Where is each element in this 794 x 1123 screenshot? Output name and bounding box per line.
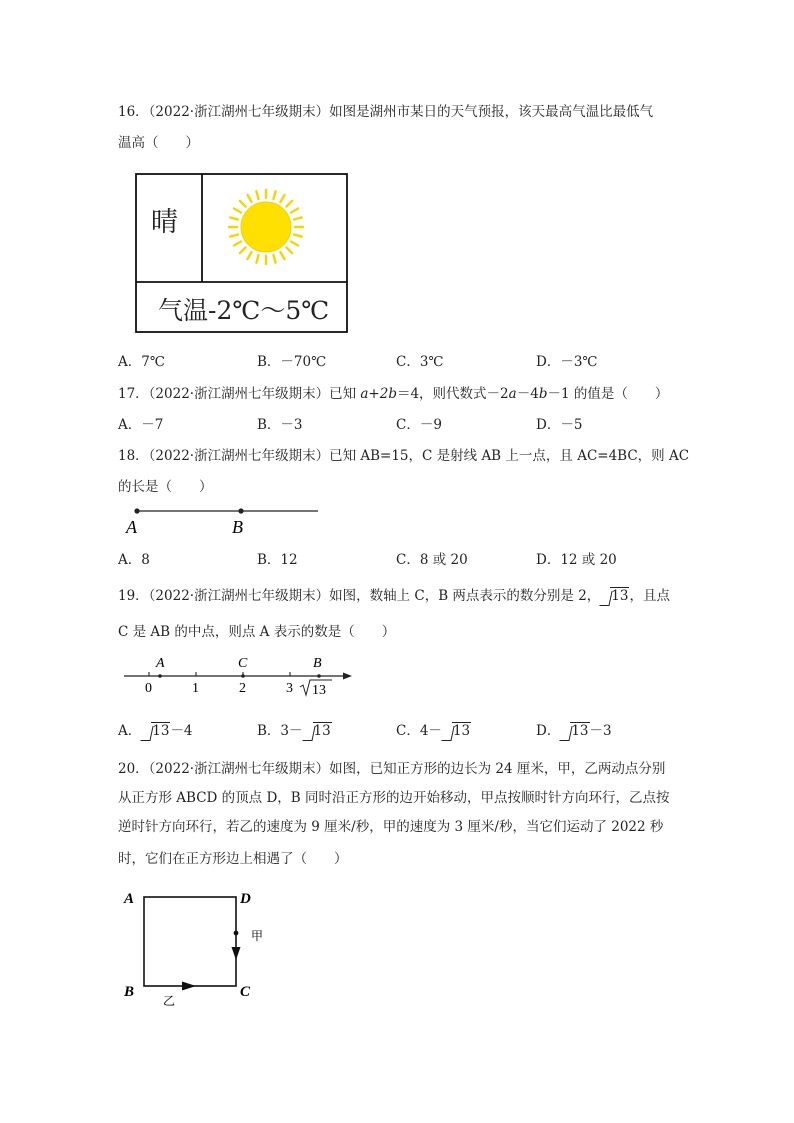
q18-label-b: B [232, 517, 243, 537]
q19-stem-line2: C 是 AB 的中点，则点 A 表示的数是（ ） [118, 624, 396, 640]
sun-ray [256, 255, 258, 263]
q19-tick-3: 3 [286, 681, 293, 696]
sun-ray [256, 191, 258, 199]
sun-ray [294, 217, 302, 219]
q19-sqrt-label: 13 [312, 683, 326, 698]
q18-stem-line2: 的长是（ ） [118, 479, 213, 495]
q18-label-a: A [126, 517, 137, 537]
sun-ray [291, 209, 298, 213]
q17-suffix: －1 的值是（ ） [547, 386, 669, 402]
q19-tick-0: 0 [145, 681, 152, 696]
sun-icon [229, 190, 303, 264]
q19-option-d[interactable]: D． 13－3 [536, 723, 612, 739]
q17-var-a: a [508, 386, 517, 402]
q19-option-c[interactable]: C．4－ 13 [396, 723, 471, 739]
sun-ray [274, 191, 276, 199]
q18-option-a[interactable]: A．8 [118, 552, 150, 568]
sun-ray [230, 235, 238, 237]
q19-point-c: C [238, 656, 248, 671]
q19-option-a[interactable]: A． 13－4 [118, 723, 193, 739]
q18-option-d[interactable]: D．12 或 20 [536, 552, 617, 568]
q17-prefix: 17．（2022·浙江湖州七年级期末）已知 [118, 386, 361, 402]
q17-var-b: b [538, 386, 548, 402]
sun-ray [240, 248, 246, 254]
q20-label-yi: 乙 [163, 994, 176, 1008]
q17-stem [118, 385, 668, 403]
q19-line1-post: ，且点 [629, 588, 670, 604]
q16-temperature-text: 气温-2℃～5℃ [158, 296, 330, 325]
q20-stem-line1: 20．（2022·浙江湖州七年级期末）如图，已知正方形的边长为 24 厘米，甲，乙两动点分别 [118, 761, 666, 777]
q16-stem-line1: 16．（2022·浙江湖州七年级期末）如图是湖州市某日的天气预报，该天最高气温比最低气 [118, 104, 654, 120]
q16-option-c[interactable]: C．3℃ [396, 354, 444, 370]
q17-option-b[interactable]: B．－3 [257, 417, 303, 433]
q19-stem-line1 [118, 587, 670, 605]
q17-option-a[interactable]: A．－7 [118, 417, 164, 433]
q18-segment-figure [125, 502, 325, 542]
sun-ray [240, 201, 246, 207]
q19-point-b: B [313, 656, 322, 671]
sun-ray [294, 235, 302, 237]
sun-ray [281, 195, 285, 202]
q17-expr: a+2b [360, 386, 397, 402]
q20-stem-line4: 时，它们在正方形边上相遇了（ ） [118, 851, 348, 867]
q16-stem-line2: 温高（ ） [118, 135, 199, 151]
q20-corner-b: B [124, 984, 135, 1000]
q17-option-c[interactable]: C．－9 [396, 417, 442, 433]
q19-option-b[interactable]: B．3－ 13 [257, 723, 331, 739]
q19-line1-pre: 19．（2022·浙江湖州七年级期末）如图，数轴上 C，B 两点表示的数分别是 2， [118, 588, 601, 604]
q19-tick-1: 1 [192, 681, 199, 696]
q19-tick-2: 2 [239, 681, 246, 696]
sun-ray [248, 195, 252, 202]
q20-arrow-down-icon [232, 947, 241, 960]
sun-ray [234, 242, 241, 246]
sun-ray [230, 217, 238, 219]
q17-mid: ＝4，则代数式－2 [396, 386, 509, 402]
q20-corner-c: C [240, 984, 251, 1000]
q20-square-figure [118, 885, 278, 1020]
sun-ray [291, 242, 298, 246]
q16-option-d[interactable]: D．－3℃ [536, 354, 598, 370]
q17-mid2: －4 [516, 386, 539, 402]
q19-number-line [120, 652, 360, 700]
q19-point-a: A [156, 656, 165, 671]
q16-option-a[interactable]: A．7℃ [118, 354, 165, 370]
q20-stem-line3: 逆时针方向环行，若乙的速度为 9 厘米/秒，甲的速度为 3 厘米/秒，当它们运动了 2022 秒 [118, 819, 664, 835]
q18-stem-line1: 18．（2022·浙江湖州七年级期末）已知 AB=15，C 是射线 AB 上一点，且 AC=4BC，则 AC [118, 448, 690, 464]
sun-ray [287, 201, 293, 207]
q17-option-d[interactable]: D．－5 [536, 417, 583, 433]
q20-arrow-right-icon [182, 982, 196, 991]
q16-weather-word: 晴 [151, 207, 178, 238]
q16-option-b[interactable]: B．－70℃ [257, 354, 327, 370]
q20-label-jia: 甲 [251, 929, 264, 943]
q18-option-b[interactable]: B．12 [257, 552, 298, 568]
sun-ray [281, 252, 285, 259]
sun-ray [234, 209, 241, 213]
q20-corner-a: A [124, 891, 135, 907]
q18-option-c[interactable]: C．8 或 20 [396, 552, 468, 568]
q19-sqrt-13: 13 [601, 587, 629, 605]
sun-ray [248, 252, 252, 259]
sun-ray [287, 248, 293, 254]
q20-stem-line2: 从正方形 ABCD 的顶点 D，B 同时沿正方形的边开始移动，甲点按顺时针方向环行，乙点按 [118, 790, 670, 806]
q20-corner-d: D [240, 891, 251, 907]
sun-ray [274, 255, 276, 263]
